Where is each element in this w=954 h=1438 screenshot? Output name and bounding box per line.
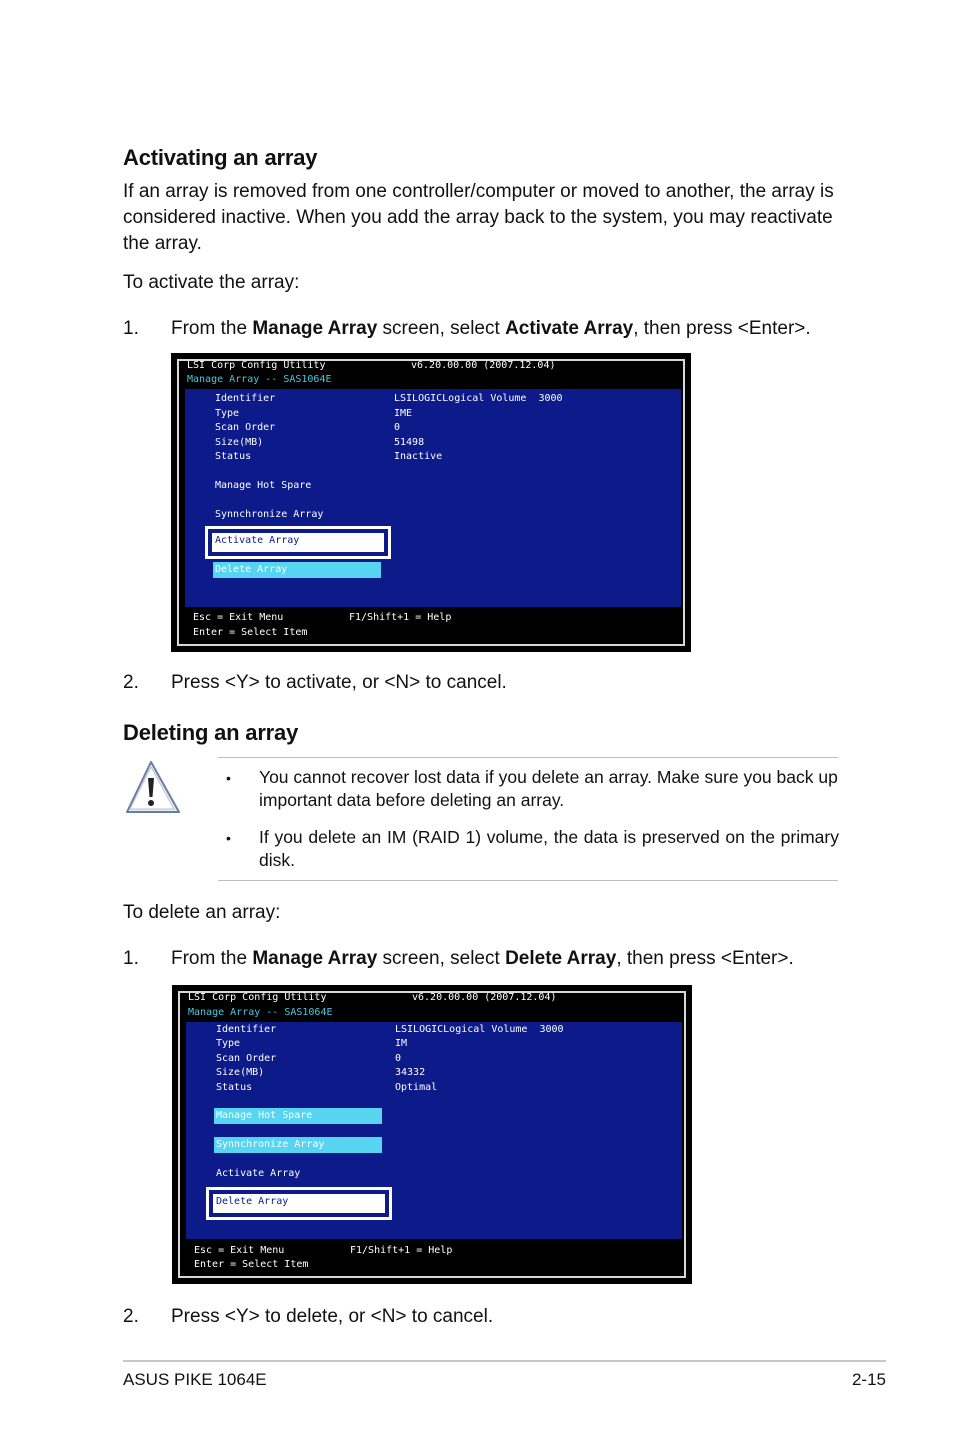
note-line: important data before deleting an array.	[259, 790, 565, 810]
menu-item-activate-array[interactable]: Activate Array	[216, 1168, 301, 1179]
step-text: From the Manage Array screen, select Delete Array, then press <Enter>.	[171, 948, 794, 969]
field-value: IME	[394, 408, 413, 419]
field-label: Identifier	[216, 1024, 277, 1035]
note-bottom-rule	[218, 880, 838, 881]
screen-version: v6.20.00.00 (2007.12.04)	[412, 992, 557, 1003]
warning-triangle-icon	[123, 758, 183, 818]
delete-intro: To delete an array:	[123, 902, 281, 923]
step-text: Press <Y> to activate, or <N> to cancel.	[171, 672, 507, 693]
step-text: From the Manage Array screen, select Activate Array, then press <Enter>.	[171, 318, 811, 339]
step-number: 2.	[123, 1306, 139, 1327]
selection-highlight	[211, 532, 385, 553]
field-value: IM	[395, 1038, 408, 1049]
section-heading-deleting: Deleting an array	[123, 720, 299, 745]
activate-intro: To activate the array:	[123, 272, 300, 293]
field-label: Status	[216, 1082, 253, 1093]
field-label: Size(MB)	[216, 1067, 265, 1078]
field-label: Type	[215, 408, 240, 419]
screen-panel	[185, 389, 681, 607]
selection-highlight	[212, 1193, 386, 1214]
activate-step-2	[123, 672, 843, 698]
field-value: LSILOGICLogical Volume 3000	[395, 1024, 564, 1035]
field-value: 51498	[394, 437, 425, 448]
field-label: Size(MB)	[215, 437, 264, 448]
menu-item-synchronize-array[interactable]: Synnchronize Array	[215, 509, 324, 520]
note-item-1	[259, 766, 839, 812]
field-label: Type	[216, 1038, 241, 1049]
delete-step-2	[123, 1306, 843, 1332]
menu-item-label: Delete Array	[216, 1196, 289, 1207]
footer-rule	[123, 1360, 886, 1362]
step-number: 1.	[123, 318, 139, 339]
footer-help-hint: F1/Shift+1 = Help	[350, 1245, 453, 1256]
menu-item-synchronize-array[interactable]	[214, 1137, 382, 1153]
field-label: Identifier	[215, 393, 276, 404]
note-line: disk.	[259, 850, 295, 870]
screen-subtitle: Manage Array -- SAS1064E	[187, 374, 332, 385]
paragraph-line: considered inactive. When you add the array back to the system, you may reactivate	[123, 207, 833, 228]
field-value: Optimal	[395, 1082, 438, 1093]
menu-item-manage-hot-spare[interactable]: Manage Hot Spare	[215, 480, 312, 491]
footer-help-hint: F1/Shift+1 = Help	[349, 612, 452, 623]
field-value: LSILOGICLogical Volume 3000	[394, 393, 563, 404]
field-value: 34332	[395, 1067, 426, 1078]
note-line: You cannot recover lost data if you delete an array. Make sure you back up	[259, 767, 838, 787]
activating-paragraph	[123, 179, 843, 257]
footer-exit-hint: Esc = Exit Menu	[194, 1245, 285, 1256]
delete-step-1	[123, 948, 843, 974]
field-value: 0	[395, 1053, 402, 1064]
field-label: Status	[215, 451, 252, 462]
footer-exit-hint: Esc = Exit Menu	[193, 612, 284, 623]
menu-item-label: Synnchronize Array	[216, 1139, 325, 1150]
field-label: Scan Order	[215, 422, 276, 433]
section-heading-activating: Activating an array	[123, 145, 318, 170]
bios-screen-delete	[172, 985, 692, 1284]
footer-product-name: ASUS PIKE 1064E	[123, 1370, 267, 1389]
step-number: 1.	[123, 948, 139, 969]
paragraph-line: If an array is removed from one controller/computer or moved to another, the array is	[123, 181, 834, 202]
paragraph-line: the array.	[123, 233, 202, 254]
footer-select-hint: Enter = Select Item	[193, 627, 308, 638]
note-line: If you delete an IM (RAID 1) volume, the data is preserved on the primary	[259, 827, 839, 847]
step-text: Press <Y> to delete, or <N> to cancel.	[171, 1306, 494, 1327]
menu-item-delete-array-selected[interactable]	[206, 1187, 392, 1220]
menu-item-activate-array-selected[interactable]	[205, 526, 391, 559]
menu-item-label: Manage Hot Spare	[216, 1110, 313, 1121]
menu-item-label: Delete Array	[215, 564, 288, 575]
screen-panel	[186, 1022, 682, 1239]
field-value: Inactive	[394, 451, 443, 462]
bullet: •	[226, 770, 231, 786]
bios-screen-activate	[171, 353, 691, 652]
note-item-2	[259, 826, 839, 872]
note-top-rule	[218, 757, 838, 758]
menu-item-manage-hot-spare[interactable]	[214, 1108, 382, 1124]
field-label: Scan Order	[216, 1053, 277, 1064]
menu-item-delete-array[interactable]	[213, 562, 381, 578]
step-number: 2.	[123, 672, 139, 693]
page-number: 2-15	[851, 1370, 886, 1389]
screen-subtitle: Manage Array -- SAS1064E	[188, 1007, 333, 1018]
menu-item-label: Activate Array	[215, 535, 300, 546]
screen-title: LSI Corp Config Utility	[187, 360, 326, 371]
bullet: •	[226, 830, 231, 846]
screen-title: LSI Corp Config Utility	[188, 992, 327, 1003]
activate-step-1	[123, 318, 843, 344]
field-value: 0	[394, 422, 401, 433]
footer-select-hint: Enter = Select Item	[194, 1259, 309, 1270]
screen-version: v6.20.00.00 (2007.12.04)	[411, 360, 556, 371]
